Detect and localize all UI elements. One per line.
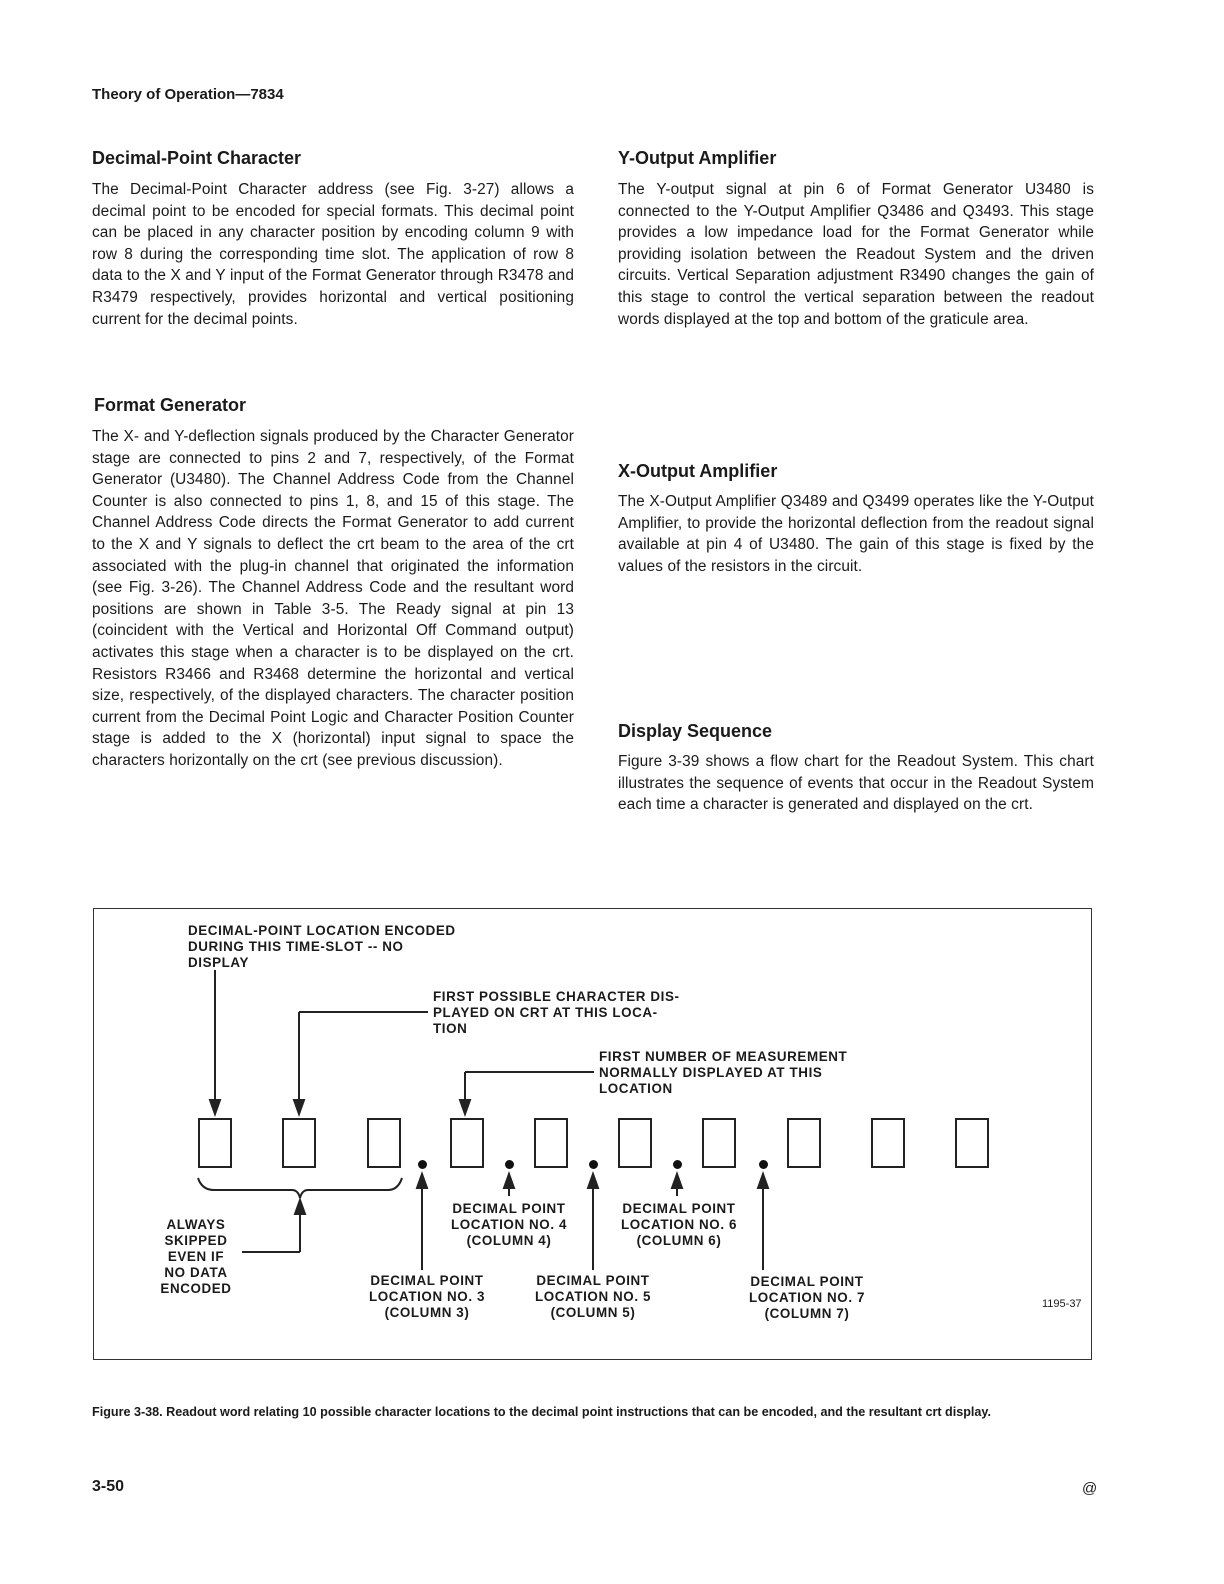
page-mark: @: [1082, 1480, 1098, 1497]
arrow-dp4-icon: [504, 1174, 514, 1188]
arrow-dp3-icon: [417, 1174, 427, 1188]
label-first-number: [599, 1049, 847, 1097]
character-location-5: [534, 1118, 568, 1168]
label-always-skipped-line5: ENCODED: [160, 1281, 232, 1296]
label-always-skipped-line2: SKIPPED: [164, 1233, 228, 1248]
label-dp4: [434, 1201, 584, 1249]
paragraph-y-output-amplifier: The Y-output signal at pin 6 of Format Generator U3480 is connected to the Y-Output Amplifier Q3486 and Q3493. This stage provides a low impedance load for the Format Generator while providing isolation between the Readout System and the driven circuits. Vertical Separation adjustment R3490 changes the gain of this stage to control the vertical separation between the readout words displayed at the top and bottom of the graticule area.: [618, 181, 1094, 328]
label-dp4-line3: (COLUMN 4): [466, 1233, 552, 1248]
paragraph-decimal-point-character: The Decimal-Point Character address (see Fig. 3-27) allows a decimal point to be encoded for special formats. This decimal point can be placed in any character position by encoding column 9 with row 8 during the corresponding time slot. The application of row 8 data to the X and Y input of the Format Generator through R3478 and R3479 respectively, provides horizontal and vertical positioning current for the decimal points.: [92, 181, 574, 328]
label-dp3-line2: LOCATION NO. 3: [368, 1289, 486, 1304]
arrow-always-skipped-icon: [295, 1200, 305, 1214]
label-dp7-line3: (COLUMN 7): [764, 1306, 850, 1321]
decimal-point-dot-6: [673, 1160, 682, 1169]
character-location-1: [198, 1118, 232, 1168]
character-location-2: [282, 1118, 316, 1168]
character-location-4: [450, 1118, 484, 1168]
label-dp3: [352, 1273, 502, 1321]
arrow-first-char-icon: [294, 1100, 304, 1114]
label-dp7: [732, 1274, 882, 1322]
decimal-point-dot-7: [759, 1160, 768, 1169]
label-dp3-line3: (COLUMN 3): [384, 1305, 470, 1320]
label-always-skipped: [150, 1217, 242, 1297]
label-first-char-line3: TION: [433, 1021, 468, 1036]
label-always-skipped-line1: ALWAYS: [166, 1217, 226, 1232]
label-always-skipped-line4: NO DATA: [164, 1265, 228, 1280]
arrow-dp5-icon: [588, 1174, 598, 1188]
paragraph-x-output-amplifier: The X-Output Amplifier Q3489 and Q3499 operates like the Y-Output Amplifier, to provide the horizontal deflection from the readout signal available at pin 4 of U3480. The gain of this stage is fixed by the values of the resistors in the circuit.: [618, 493, 1094, 575]
figure-caption: Figure 3-38. Readout word relating 10 possible character locations to the decimal point instructions that can be encoded, and the resultant crt display.: [92, 1405, 992, 1419]
running-head: Theory of Operation—7834: [92, 86, 284, 103]
label-dp6-line2: LOCATION NO. 6: [620, 1217, 738, 1232]
figure-id: 1195-37: [1042, 1298, 1082, 1310]
paragraph-format-generator: The X- and Y-deflection signals produced by the Character Generator stage are connected to pins 2 and 7, respectively, of the Format Generator (U3480). The Channel Address Code from the Channel Counter is also connected to pins 1, 8, and 15 of this stage. The Channel Address Code directs the Format Generator to add current to the X and Y signals to deflect the crt beam to the area of the crt associated with the plug-in channel that originated the information (see Fig. 3-26). The Channel Address Code and the resultant word positions are shown in Table 3-5. The Ready signal at pin 13 (coincident with the Vertical and Horizontal Off Command output) activates this stage when a character is to be displayed on the crt. Resistors R3466 and R3468 determine the horizontal and vertical size, respectively, of the displayed characters. The character position current from the Decimal Point Logic and Character Position Counter stage is added to the X (horizontal) input signal to space the characters horizontally on the crt (see previous discussion).: [92, 428, 574, 769]
heading-format-generator: Format Generator: [94, 395, 247, 415]
label-dp6-line3: (COLUMN 6): [636, 1233, 722, 1248]
character-location-9: [871, 1118, 905, 1168]
label-first-char: [433, 989, 680, 1037]
label-dp-encoded-line1: DECIMAL-POINT LOCATION ENCODED: [188, 923, 456, 938]
label-first-number-line3: LOCATION: [599, 1081, 673, 1096]
arrow-first-number-icon: [460, 1100, 470, 1114]
heading-x-output-amplifier: X-Output Amplifier: [618, 461, 778, 481]
label-dp4-line2: LOCATION NO. 4: [450, 1217, 568, 1232]
label-dp-encoded: [188, 923, 456, 971]
label-first-number-line1: FIRST NUMBER OF MEASUREMENT: [599, 1049, 848, 1064]
heading-display-sequence: Display Sequence: [618, 721, 773, 741]
heading-y-output-amplifier: Y-Output Amplifier: [618, 148, 777, 168]
label-dp-encoded-line2: DURING THIS TIME-SLOT -- NO: [188, 939, 404, 954]
label-dp7-line2: LOCATION NO. 7: [748, 1290, 866, 1305]
character-location-6: [618, 1118, 652, 1168]
character-location-8: [787, 1118, 821, 1168]
character-location-7: [702, 1118, 736, 1168]
label-dp7-line1: DECIMAL POINT: [750, 1274, 864, 1289]
label-dp4-line1: DECIMAL POINT: [452, 1201, 566, 1216]
label-dp6-line1: DECIMAL POINT: [622, 1201, 736, 1216]
label-always-skipped-line3: EVEN IF: [167, 1249, 225, 1264]
label-dp5-line1: DECIMAL POINT: [536, 1273, 650, 1288]
arrow-dp-encoded-icon: [210, 1100, 220, 1114]
decimal-point-dot-5: [589, 1160, 598, 1169]
label-first-char-line1: FIRST POSSIBLE CHARACTER DIS-: [433, 989, 680, 1004]
label-first-number-line2: NORMALLY DISPLAYED AT THIS: [599, 1065, 823, 1080]
decimal-point-dot-4: [505, 1160, 514, 1169]
brace-always-skipped: [198, 1178, 402, 1198]
paragraph-display-sequence: Figure 3-39 shows a flow chart for the Readout System. This chart illustrates the sequence of events that occur in the Readout System each time a character is generated and displayed on the crt.: [618, 753, 1094, 814]
label-first-char-line2: PLAYED ON CRT AT THIS LOCA-: [433, 1005, 658, 1020]
label-dp5: [518, 1273, 668, 1321]
label-dp5-line3: (COLUMN 5): [550, 1305, 636, 1320]
page-number: 3-50: [92, 1478, 125, 1495]
label-dp6: [604, 1201, 754, 1249]
arrow-dp7-icon: [758, 1174, 768, 1188]
character-location-3: [367, 1118, 401, 1168]
label-dp-encoded-line3: DISPLAY: [188, 955, 250, 970]
decimal-point-dot-3: [418, 1160, 427, 1169]
heading-decimal-point-character: Decimal-Point Character: [92, 148, 302, 168]
label-dp5-line2: LOCATION NO. 5: [534, 1289, 652, 1304]
character-location-10: [955, 1118, 989, 1168]
label-dp3-line1: DECIMAL POINT: [370, 1273, 484, 1288]
arrow-dp6-icon: [672, 1174, 682, 1188]
